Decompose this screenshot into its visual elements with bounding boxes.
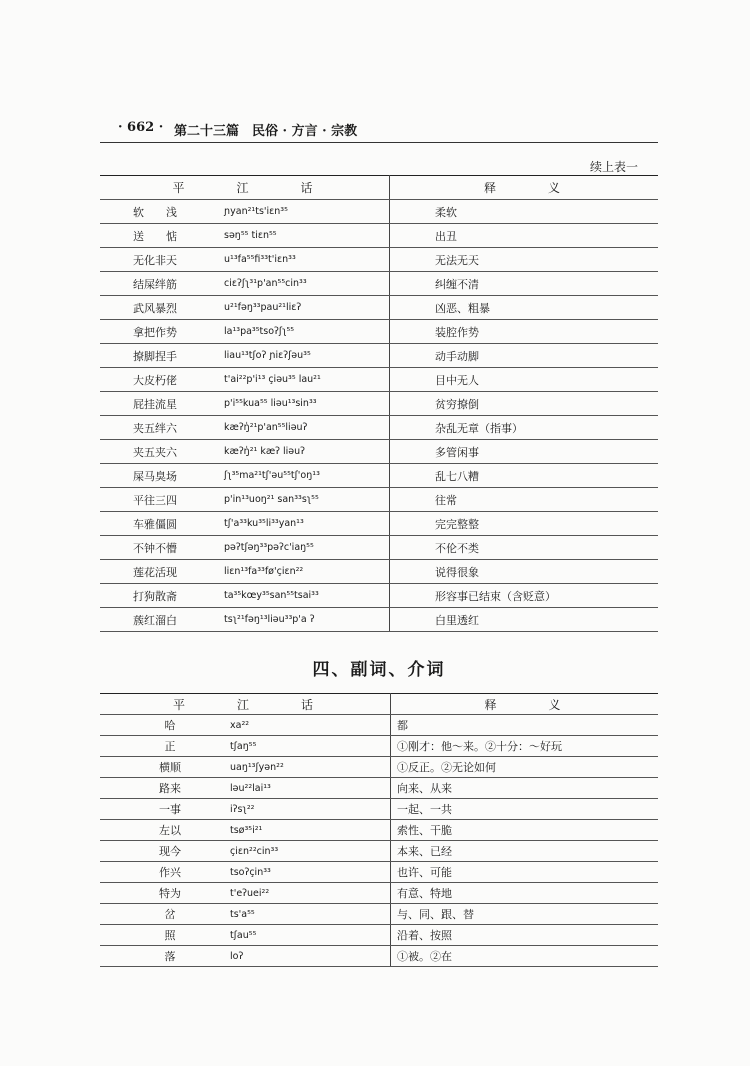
dialect-table-adverbs [100,693,658,967]
table-header-row [100,176,658,200]
dialect-term: 屎马臭场 [100,464,210,488]
table-row [100,512,658,536]
meaning: 乱七八糟 [390,464,659,488]
dialect-term: 武风暴烈 [100,296,210,320]
table-row [100,736,658,757]
table-row [100,320,658,344]
pronunciation: ɲyan²¹ts'iɛn³⁵ [210,200,390,224]
table-row [100,464,658,488]
pronunciation: ciɛʔʃʅ³¹p'an⁵⁵cin³³ [210,272,390,296]
dialect-term: 照 [100,925,210,946]
page-number: · 662 · [118,120,164,135]
table-body [100,715,658,967]
meaning: 柔软 [390,200,659,224]
meaning: 也许、可能 [391,862,659,883]
meaning: 都 [391,715,659,736]
meaning: 沿着、按照 [391,925,659,946]
meaning: 形容事已结束（含贬意） [390,584,659,608]
table-row [100,883,658,904]
table-row [100,946,658,967]
table-header-row [100,694,658,715]
dialect-term: 哈 [100,715,210,736]
pronunciation: u¹³fa⁵⁵fi³³t'iɛn³³ [210,248,390,272]
column-header-dialect: 平 江 话 [100,176,390,200]
dialect-term: 路来 [100,778,210,799]
pronunciation: pəʔtʃəŋ³³pəʔc'iaŋ⁵⁵ [210,536,390,560]
dialect-term: 一事 [100,799,210,820]
dialect-term: 大皮朽佬 [100,368,210,392]
dialect-term: 打狗散斋 [100,584,210,608]
meaning: 完完整整 [390,512,659,536]
dialect-term: 夹五绊六 [100,416,210,440]
section-title: 四、副词、介词 [312,660,446,680]
table-row [100,799,658,820]
pronunciation: kæʔŋ̍²¹ kæʔ liəuʔ [210,440,390,464]
dialect-term: 横顺 [100,757,210,778]
table-row [100,778,658,799]
table-row [100,416,658,440]
dialect-table-idioms [100,175,658,632]
meaning: 本来、已经 [391,841,659,862]
pronunciation: t'ai²²p'i¹³ çiəu³⁵ lau²¹ [210,368,390,392]
pronunciation: xa²² [210,715,391,736]
dialect-term: 正 [100,736,210,757]
meaning: 白里透红 [390,608,659,632]
meaning: 不伦不类 [390,536,659,560]
table-row [100,200,658,224]
pronunciation: ta³⁵kœy³⁵san⁵⁵tsai³³ [210,584,390,608]
meaning: 有意、特地 [391,883,659,904]
pronunciation: t'eʔuei²² [210,883,391,904]
table-body [100,200,658,632]
column-header-meaning: 释 义 [391,694,659,715]
pronunciation: ts'a⁵⁵ [210,904,391,925]
table-row [100,820,658,841]
dialect-term: 无化非天 [100,248,210,272]
meaning: 往常 [390,488,659,512]
meaning: 杂乱无章（指事） [390,416,659,440]
table-row [100,841,658,862]
pronunciation: tsø³⁵i²¹ [210,820,391,841]
dialect-term: 送 惦 [100,224,210,248]
table-row [100,757,658,778]
table-row [100,536,658,560]
pronunciation: səŋ⁵⁵ tiɛn⁵⁵ [210,224,390,248]
meaning: 向来、从来 [391,778,659,799]
pronunciation: liau¹³tʃoʔ ɲiɛʔʃəu³⁵ [210,344,390,368]
dialect-term: 莲花活现 [100,560,210,584]
table-row [100,608,658,632]
meaning: 索性、干脆 [391,820,659,841]
dialect-term: 拿把作势 [100,320,210,344]
pronunciation: tʃau⁵⁵ [210,925,391,946]
table-row [100,584,658,608]
table-row [100,560,658,584]
pronunciation: tsʅ²¹fəŋ¹³liəu³³p'a ʔ [210,608,390,632]
pronunciation: u²¹fəŋ³³pau²¹liɛʔ [210,296,390,320]
meaning: 多管闲事 [390,440,659,464]
table-row [100,272,658,296]
dialect-term: 不钟不懵 [100,536,210,560]
meaning: 一起、一共 [391,799,659,820]
pronunciation: p'in¹³uoŋ²¹ san³³sʅ⁵⁵ [210,488,390,512]
meaning: 目中无人 [390,368,659,392]
pronunciation: çiɛn²²cin³³ [210,841,391,862]
table-row [100,248,658,272]
dialect-term: 左以 [100,820,210,841]
dialect-term: 软 浅 [100,200,210,224]
table-row [100,344,658,368]
meaning: 无法无天 [390,248,659,272]
dialect-term: 特为 [100,883,210,904]
meaning: 凶恶、粗暴 [390,296,659,320]
pronunciation: tʃ'a³³ku³⁵li³³yan¹³ [210,512,390,536]
table-row [100,862,658,883]
header-rule [100,142,658,143]
pronunciation: loʔ [210,946,391,967]
dialect-term: 平往三四 [100,488,210,512]
pronunciation: p'i⁵⁵kua⁵⁵ liəu¹³sin³³ [210,392,390,416]
meaning: 出丑 [390,224,659,248]
pronunciation: uaŋ¹³ʃyən²² [210,757,391,778]
pronunciation: liɛn¹³fa³³fø'çiɛn²² [210,560,390,584]
table-row [100,488,658,512]
meaning: 说得很象 [390,560,659,584]
dialect-term: 蔟红溜白 [100,608,210,632]
dialect-term: 落 [100,946,210,967]
dialect-term: 结屎绊筋 [100,272,210,296]
pronunciation: iʔsʅ²² [210,799,391,820]
table-row [100,224,658,248]
dialect-term: 撩脚捏手 [100,344,210,368]
table-row [100,904,658,925]
pronunciation: kæʔŋ̍²¹p'an⁵⁵liəuʔ [210,416,390,440]
chapter-title: 第二十三篇 民俗 · 方言 · 宗教 [174,124,358,139]
dialect-term: 现今 [100,841,210,862]
dialect-term: 作兴 [100,862,210,883]
dialect-term: 车雅僵圆 [100,512,210,536]
column-header-dialect: 平 江 话 [100,694,391,715]
pronunciation: tʃaŋ⁵⁵ [210,736,391,757]
meaning: ①刚才：他～来。②十分：～好玩 [391,736,659,757]
meaning: 纠缠不清 [390,272,659,296]
table-row [100,368,658,392]
table-row [100,440,658,464]
pronunciation: ləu²²lai¹³ [210,778,391,799]
pronunciation: ʃʅ³⁵ma²¹tʃ'əu⁵⁵tʃ'oŋ¹³ [210,464,390,488]
meaning: 贫穷撩倒 [390,392,659,416]
column-header-meaning: 释 义 [390,176,659,200]
dialect-term: 屁挂流星 [100,392,210,416]
meaning: 动手动脚 [390,344,659,368]
table-row [100,392,658,416]
dialect-term: 岔 [100,904,210,925]
running-header [118,120,658,142]
table-row [100,925,658,946]
pronunciation: tsoʔçin³³ [210,862,391,883]
pronunciation: la¹³pa³⁵tsoʔʃʅ⁵⁵ [210,320,390,344]
continued-label: 续上表一 [590,160,639,174]
meaning: ①反正。②无论如何 [391,757,659,778]
meaning: 装腔作势 [390,320,659,344]
meaning: 与、同、跟、替 [391,904,659,925]
dialect-term: 夹五夹六 [100,440,210,464]
table-row [100,296,658,320]
table-row [100,715,658,736]
meaning: ①被。②在 [391,946,659,967]
